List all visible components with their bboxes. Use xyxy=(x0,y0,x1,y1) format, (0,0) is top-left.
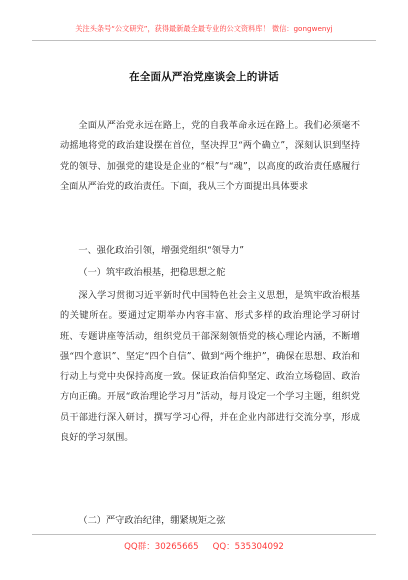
intro-text: 全面从严治党永远在路上，党的自我革命永远在路上。我们必须毫不动摇地将党的政治建设摆在首位，坚决捍卫“两个确立”，深刻认识到坚持党的领导、加强党的建设是企业的“根”与“魂”，以高度的政治责任感履行全面从严治党的政治责任。下面，我从三个方面提出具体要求 xyxy=(60,120,360,192)
document-title: 在全面从严治党座谈会上的讲话 xyxy=(129,71,279,83)
footer-qq: QQ：535304092 xyxy=(212,542,284,552)
header-divider xyxy=(32,40,376,41)
subsection-heading-1: （一）筑牢政治根基，把稳思想之舵 xyxy=(78,267,226,278)
footer-divider xyxy=(32,534,376,535)
footer-qq-group: QQ群：30265665 xyxy=(124,542,199,552)
subsection-1-paragraph xyxy=(60,286,360,448)
subsection-1-text: 深入学习贯彻习近平新时代中国特色社会主义思想，是筑牢政治根基的关键所在。要通过定期举办内容丰富、形式多样的政治理论学习研讨班、专题讲座等活动，组织党员干部深刻领悟党的核心理论内涵，不断增强“四个意识”、坚定“四个自信”、做到“两个维护”，确保在思想、政治和行动上与党中央保持高度一致。保证政治信仰坚定、政治立场稳固、政治方向正确。开展“政治理论学习月”活动，每月设定一个学习主题，组织党员干部进行深入研讨，撰写学习心得，并在企业内部进行交流分享，形成良好的学习氛围。 xyxy=(60,290,360,444)
section-heading-1: 一、强化政治引领，增强党组织“领导力” xyxy=(78,245,244,256)
header-note: 关注头条号“公文研究”，获得最新最全最专业的公文资料库！ 微信：gongwenyj xyxy=(75,24,333,33)
footer-contact xyxy=(0,540,408,552)
intro-paragraph xyxy=(60,116,360,197)
subsection-heading-2: （二）严守政治纪律，绷紧规矩之弦 xyxy=(78,515,226,526)
